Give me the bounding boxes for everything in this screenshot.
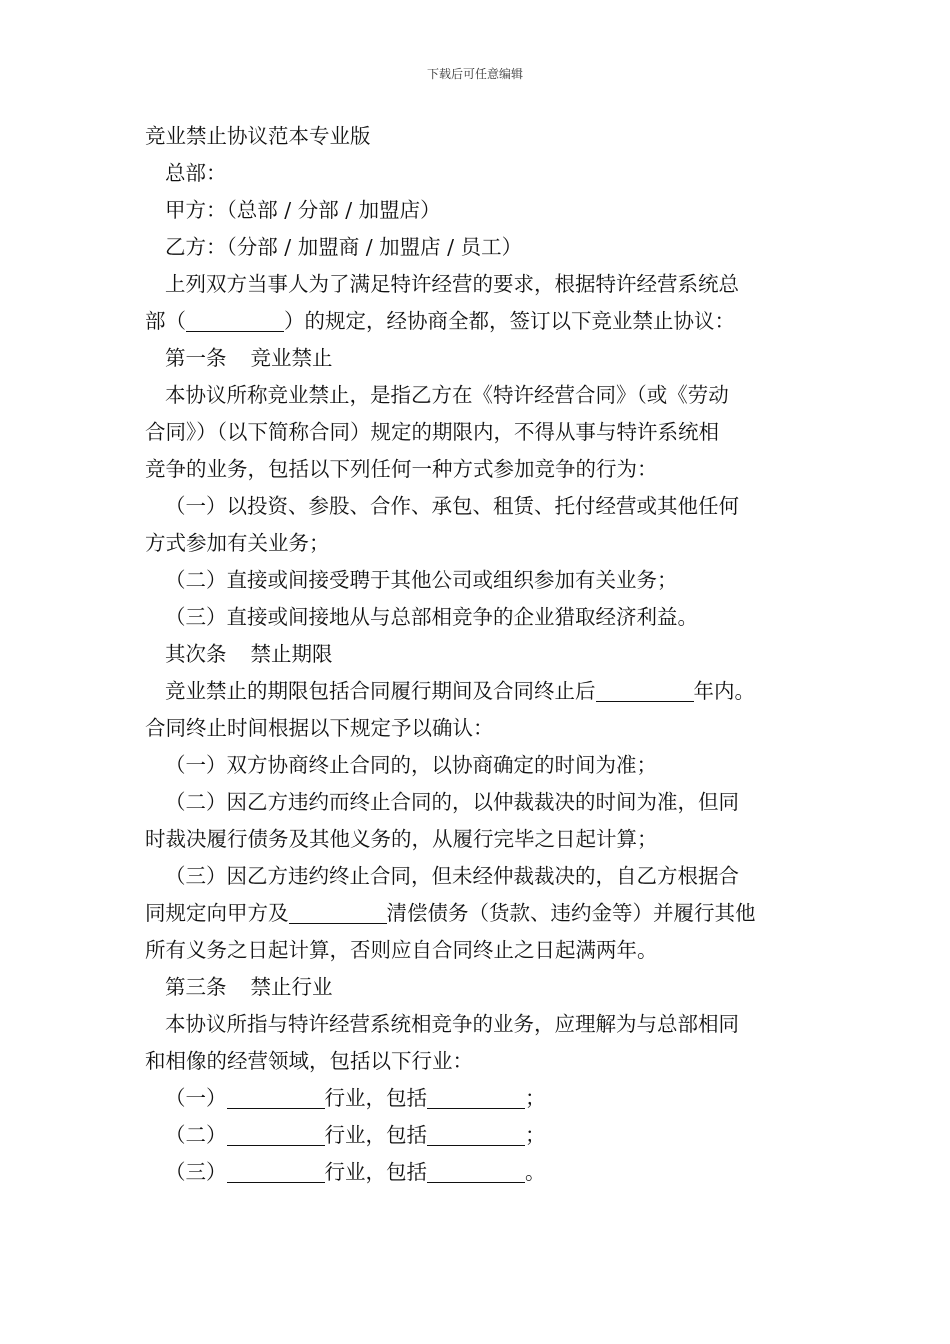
preamble-text-a: 部（ [145,309,186,333]
page-header: 下载后可任意编辑 [426,67,523,81]
includes-blank [427,1123,525,1146]
years-blank [596,679,694,702]
article-1-item-1-line-1: （一）以投资、参股、合作、承包、租赁、托付经营或其他任何 [165,494,739,518]
hq-line: 总部： [165,161,227,185]
creditor-blank [289,901,387,924]
industry-blank [227,1160,325,1183]
article-title: 竞业禁止 [250,346,333,370]
party-b-line: 乙方：（分部 / 加盟商 / 加盟店 / 员工） [165,235,523,259]
article-2-line-2: 合同终止时间根据以下规定予以确认： [145,716,494,740]
article-2-item-3-line-2 [145,895,810,932]
article-1-item-3: （三）直接或间接地从与总部相竞争的企业猎取经济利益。 [165,605,698,629]
article-number: 第三条 [165,975,227,999]
preamble-line-2 [145,303,810,340]
document-title: 竞业禁止协议范本专业版 [145,124,371,148]
preamble-text-b: ）的规定，经协商全都，签订以下竞业禁止协议： [284,309,735,333]
article-2-item-3-text-a: 同规定向甲方及 [145,901,289,925]
article-title: 禁止行业 [250,975,333,999]
item-text: 行业，包括 [324,1160,427,1184]
article-2-text-b: 年内。 [693,679,755,703]
industry-blank [227,1086,325,1109]
item-number: （二） [165,1123,227,1147]
article-3-line-1: 本协议所指与特许经营系统相竞争的业务，应理解为与总部相同 [165,1012,739,1036]
article-2-item-3-text-b: 清偿债务（货款、违约金等）并履行其他 [386,901,756,925]
article-2-item-3-line-3: 所有义务之日起计算，否则应自合同终止之日起满两年。 [145,938,658,962]
item-end: ； [525,1123,546,1147]
article-3-heading [145,969,810,1006]
includes-blank [427,1086,525,1109]
article-2-heading [145,636,810,673]
article-number: 其次条 [165,642,227,666]
preamble-line-1: 上列双方当事人为了满足特许经营的要求，根据特许经营系统总 [165,272,739,296]
party-a-line: 甲方：（总部 / 分部 / 加盟店） [165,198,441,222]
article-1-line-2: 合同》）（以下简称合同）规定的期限内，不得从事与特许系统相 [145,420,719,444]
article-2-item-2-line-2: 时裁决履行债务及其他义务的，从履行完毕之日起计算； [145,827,658,851]
item-number: （一） [165,1086,227,1110]
article-2-text-a: 竞业禁止的期限包括合同履行期间及合同终止后 [165,679,596,703]
article-1-item-1-line-2: 方式参加有关业务； [145,531,330,555]
article-title: 禁止期限 [250,642,333,666]
item-end: 。 [525,1160,546,1184]
article-2-line-1 [145,673,810,710]
includes-blank [427,1160,525,1183]
article-number: 第一条 [165,346,227,370]
article-2-item-2-line-1: （二）因乙方违约而终止合同的，以仲裁裁决的时间为准，但同 [165,790,739,814]
article-1-item-2: （二）直接或间接受聘于其他公司或组织参加有关业务； [165,568,678,592]
item-number: （三） [165,1160,227,1184]
item-text: 行业，包括 [324,1086,427,1110]
article-1-heading [145,340,810,377]
article-2-item-3-line-1: （三）因乙方违约终止合同，但未经仲裁裁决的，自乙方根据合 [165,864,739,888]
article-3-item-3 [145,1154,810,1191]
article-3-item-2 [145,1117,810,1154]
hq-name-blank [186,309,284,332]
article-3-item-1 [145,1080,810,1117]
article-2-item-1: （一）双方协商终止合同的，以协商确定的时间为准； [165,753,657,777]
article-1-line-3: 竞争的业务，包括以下列任何一种方式参加竞争的行为： [145,457,658,481]
document-body [145,118,810,1191]
item-text: 行业，包括 [324,1123,427,1147]
article-3-line-2: 和相像的经营领域，包括以下行业： [145,1049,473,1073]
article-1-line-1: 本协议所称竞业禁止，是指乙方在《特许经营合同》（或《劳动 [165,383,729,407]
item-end: ； [525,1086,546,1110]
industry-blank [227,1123,325,1146]
